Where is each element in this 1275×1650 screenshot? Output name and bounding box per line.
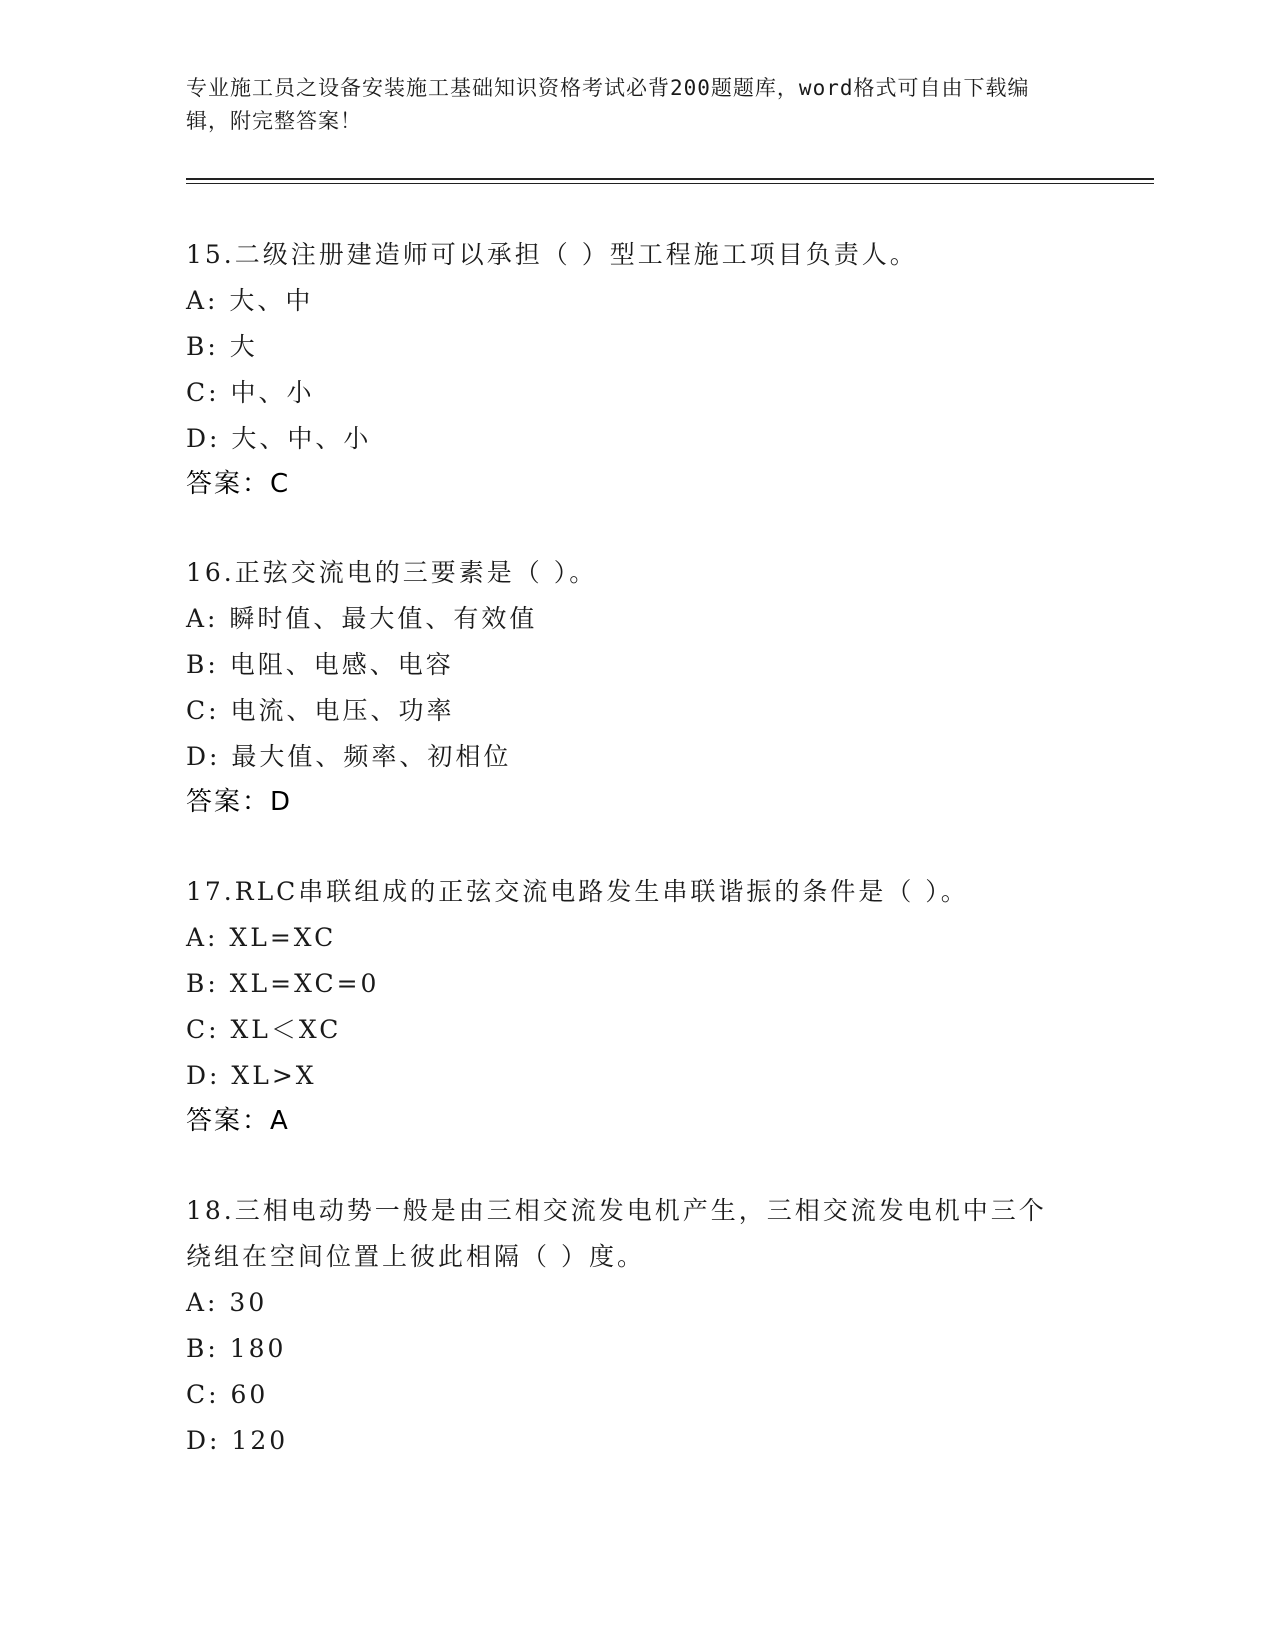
option-b: B: 180 <box>186 1334 287 1363</box>
question-18 <box>186 1188 1086 1464</box>
option-a: A: 瞬时值、最大值、有效值 <box>186 604 538 633</box>
question-16 <box>186 550 1086 824</box>
document-header: 专业施工员之设备安装施工基础知识资格考试必背200题题库，word格式可自由下载编辑，附完整答案！ <box>186 76 1030 133</box>
question-17 <box>186 869 1086 1143</box>
answer: 答案：D <box>186 787 293 817</box>
header-rule-thin <box>186 183 1154 184</box>
option-c: C: 60 <box>186 1380 269 1409</box>
question-stem: 15.二级注册建造师可以承担（ ）型工程施工项目负责人。 <box>186 240 918 269</box>
option-d: D: 最大值、频率、初相位 <box>186 742 512 771</box>
option-a: A: 30 <box>186 1288 268 1317</box>
header-rule-thick <box>186 178 1154 180</box>
question-stem: 16.正弦交流电的三要素是（ ）。 <box>186 558 598 587</box>
answer: 答案：C <box>186 469 291 499</box>
question-stem-line-2: 绕组在空间位置上彼此相隔（ ）度。 <box>186 1242 645 1271</box>
option-d: D: 120 <box>186 1426 289 1455</box>
option-a: A: 大、中 <box>186 286 314 315</box>
option-a: A: XL=XC <box>186 923 337 952</box>
question-stem: 17.RLC串联组成的正弦交流电路发生串联谐振的条件是（ ）。 <box>186 877 969 906</box>
option-d: D: 大、中、小 <box>186 424 372 453</box>
question-15 <box>186 232 1086 506</box>
option-b: B: XL=XC=0 <box>186 969 380 998</box>
question-stem-line-1: 18.三相电动势一般是由三相交流发电机产生，三相交流发电机中三个 <box>186 1196 1047 1225</box>
option-b: B: 电阻、电感、电容 <box>186 650 454 679</box>
option-c: C: 中、小 <box>186 378 315 407</box>
option-b: B: 大 <box>186 332 258 361</box>
option-d: D: XL>X <box>186 1061 317 1090</box>
option-c: C: XL＜XC <box>186 1015 342 1044</box>
answer: 答案：A <box>186 1106 290 1136</box>
option-c: C: 电流、电压、功率 <box>186 696 455 725</box>
